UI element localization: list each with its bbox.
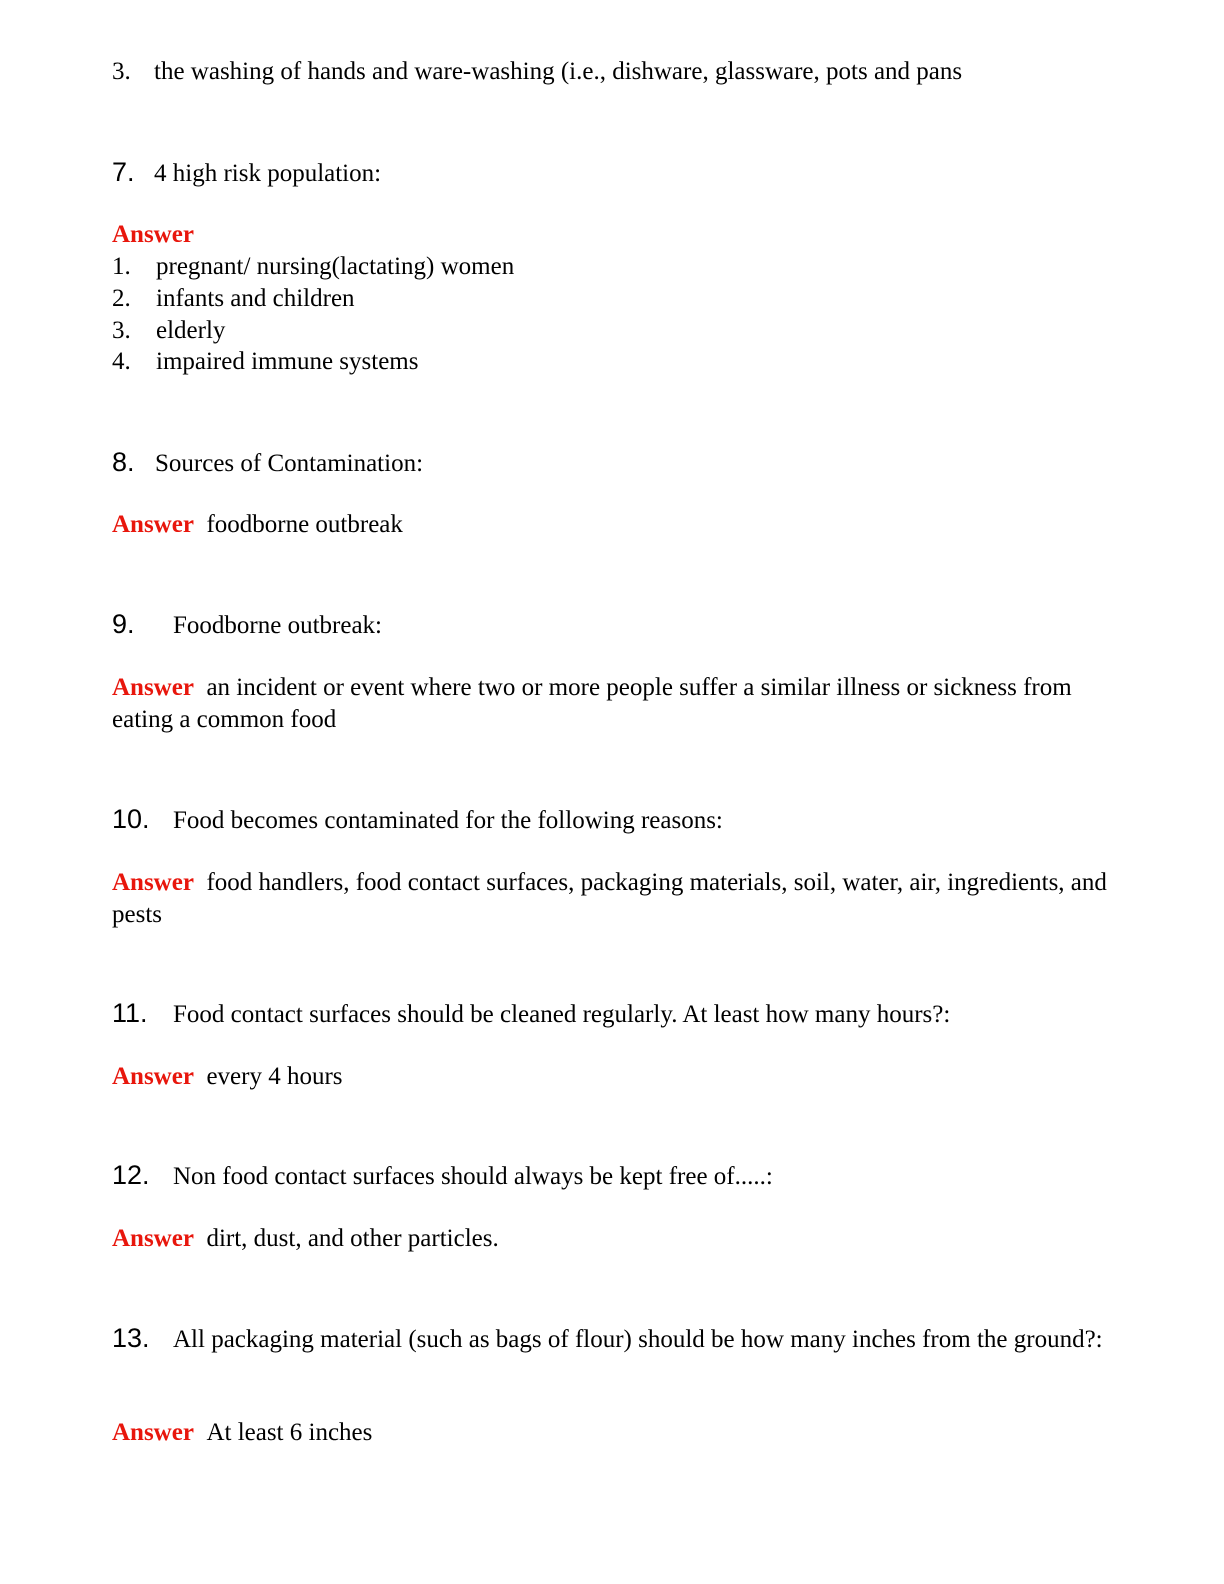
answer bbox=[112, 867, 1114, 931]
question-text: Foodborne outbreak: bbox=[173, 612, 382, 639]
question-13 bbox=[112, 1322, 1114, 1356]
question-11 bbox=[112, 997, 1114, 1031]
list-item-number: 1. bbox=[112, 253, 131, 280]
answer-text: every 4 hours bbox=[206, 1063, 343, 1090]
list-item-number: 3. bbox=[112, 317, 131, 344]
answer bbox=[112, 509, 1114, 541]
answer bbox=[112, 1417, 1114, 1449]
answer bbox=[112, 1223, 1114, 1255]
answer-label-text: Answer bbox=[112, 511, 194, 538]
question-number: 12. bbox=[112, 1160, 150, 1190]
question-text: Sources of Contamination: bbox=[155, 450, 424, 477]
question-number: 8. bbox=[112, 447, 135, 477]
question-number: 9. bbox=[112, 609, 135, 639]
answer-text: foodborne outbreak bbox=[206, 511, 403, 538]
answer-label-text: Answer bbox=[112, 1419, 194, 1446]
answer bbox=[112, 1061, 1114, 1093]
answer-text: an incident or event where two or more people suffer a similar illness or sickness from eating a common food bbox=[112, 674, 1072, 733]
list-item bbox=[112, 346, 1114, 378]
question-9 bbox=[112, 608, 1114, 642]
list-item bbox=[112, 315, 1114, 347]
question-number: 11. bbox=[112, 998, 148, 1028]
list-item-text: elderly bbox=[156, 317, 226, 344]
question-number: 10. bbox=[112, 804, 150, 834]
answer-label bbox=[112, 219, 1114, 251]
answer-text: At least 6 inches bbox=[206, 1419, 373, 1446]
question-text: 4 high risk population: bbox=[154, 160, 382, 187]
answer-text: food handlers, food contact surfaces, packaging materials, soil, water, air, ingredients, and pests bbox=[112, 869, 1107, 928]
list-item-text: pregnant/ nursing(lactating) women bbox=[156, 253, 515, 280]
list-item bbox=[112, 56, 1114, 88]
answer-label-text: Answer bbox=[112, 1225, 194, 1252]
list-item-text: impaired immune systems bbox=[156, 348, 419, 375]
answer-label-text: Answer bbox=[112, 1063, 194, 1090]
list-item bbox=[112, 251, 1114, 283]
question-7 bbox=[112, 156, 1114, 190]
list-item-number: 2. bbox=[112, 285, 131, 312]
question-number: 7. bbox=[112, 157, 135, 187]
question-text: All packaging material (such as bags of flour) should be how many inches from the ground?: bbox=[173, 1326, 1103, 1353]
answer-label-text: Answer bbox=[112, 221, 194, 248]
answer-label-text: Answer bbox=[112, 674, 194, 701]
question-8 bbox=[112, 446, 1114, 480]
answer bbox=[112, 672, 1114, 736]
list-item-text: the washing of hands and ware-washing (i.e., dishware, glassware, pots and pans bbox=[154, 58, 963, 85]
list-item-number: 3. bbox=[112, 58, 131, 85]
question-text: Food becomes contaminated for the following reasons: bbox=[173, 807, 723, 834]
question-text: Food contact surfaces should be cleaned regularly. At least how many hours?: bbox=[173, 1001, 951, 1028]
question-10 bbox=[112, 803, 1114, 837]
list-item-number: 4. bbox=[112, 348, 131, 375]
answer-text: dirt, dust, and other particles. bbox=[206, 1225, 499, 1252]
list-item-text: infants and children bbox=[156, 285, 355, 312]
list-item bbox=[112, 283, 1114, 315]
question-12 bbox=[112, 1159, 1114, 1193]
answer-label-text: Answer bbox=[112, 869, 194, 896]
question-text: Non food contact surfaces should always be kept free of.....: bbox=[173, 1163, 773, 1190]
question-number: 13. bbox=[112, 1323, 150, 1353]
